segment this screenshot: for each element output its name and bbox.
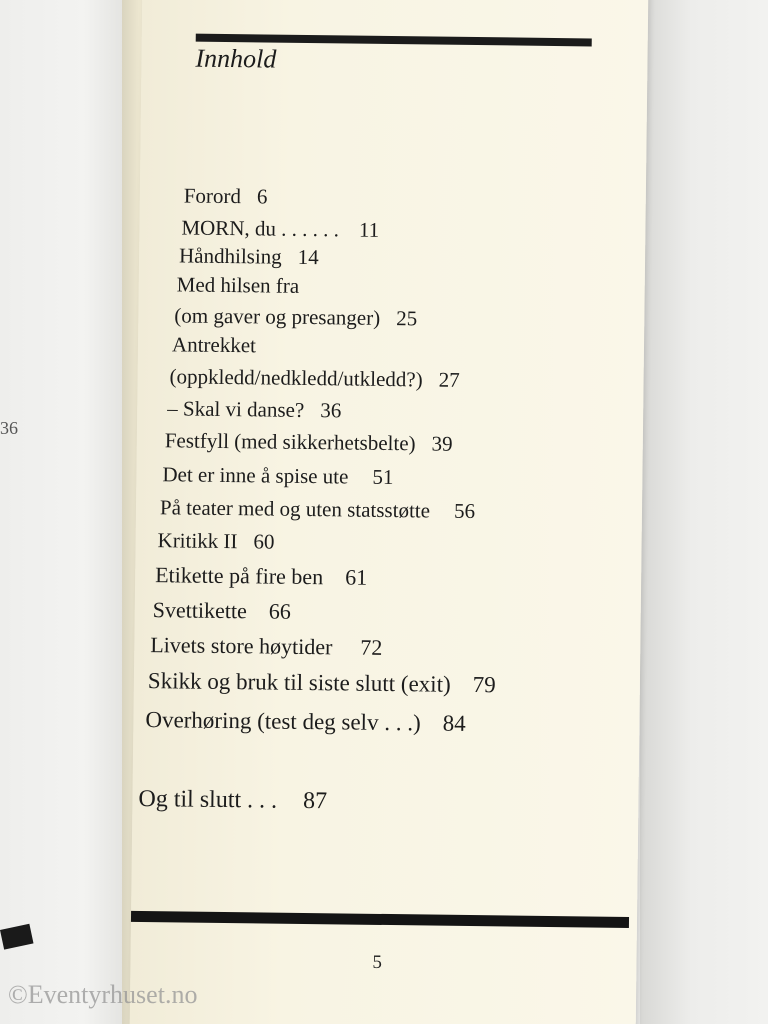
- toc-entry-title: Overhøring (test deg selv . . .): [145, 707, 421, 736]
- toc-entry-title: Antrekket: [171, 332, 257, 358]
- left-page-fragment: 36: [0, 418, 18, 438]
- toc-entry: [179, 243, 319, 270]
- toc-entry: [148, 668, 496, 698]
- toc-entry: [181, 215, 379, 242]
- toc-entry-page: 6: [256, 184, 268, 209]
- page-title: Innhold: [195, 43, 277, 74]
- toc-entry-title: MORN, du . . . . . .: [181, 215, 340, 242]
- left-page: [0, 0, 140, 1024]
- page-number: 5: [372, 951, 383, 973]
- toc-entry-page: 87: [302, 787, 328, 815]
- bottom-rule: [131, 911, 629, 928]
- toc-entry-title: Og til slutt . . .: [138, 785, 278, 814]
- toc-entry: [172, 332, 256, 358]
- toc-entry-title: Festfyll (med sikkerhetsbelte): [164, 428, 416, 456]
- toc-entry-page: 79: [472, 672, 496, 698]
- toc-entry-title: (oppkledd/nedkledd/utkledd?): [169, 364, 423, 392]
- toc-entry-page: 56: [453, 498, 476, 524]
- toc-entry-page: 72: [360, 634, 383, 660]
- toc-entry-title: Håndhilsing: [178, 243, 282, 269]
- toc-entry: [153, 597, 291, 625]
- toc-entry: [167, 396, 341, 423]
- toc-entry: [184, 183, 268, 209]
- toc-entry: [160, 495, 475, 524]
- toc-entry-title: Kritikk II: [157, 528, 238, 554]
- toc-entry: [165, 428, 453, 457]
- toc-entry-page: 84: [442, 710, 466, 736]
- toc-entry-page: 61: [345, 564, 368, 590]
- toc-entry-page: 14: [297, 244, 319, 270]
- table-surface: [640, 0, 768, 1024]
- toc-entry-title: (om gaver og presanger): [174, 303, 381, 330]
- toc-entry-page: 51: [372, 464, 394, 490]
- toc-entry-page: 36: [320, 398, 342, 423]
- toc-entry-page: 27: [438, 367, 460, 392]
- toc-entry-title: – Skal vi danse?: [167, 396, 305, 422]
- toc-entry-page: 11: [358, 217, 380, 242]
- toc-entry-page: 66: [268, 598, 292, 624]
- toc-entry-title: Livets store høytider: [150, 632, 333, 660]
- toc-entry-title: Svettikette: [152, 597, 248, 624]
- toc-entry-page: 25: [396, 306, 418, 331]
- toc-entry: [155, 562, 367, 591]
- toc-entry: [157, 528, 274, 554]
- toc-entry: [162, 462, 393, 490]
- toc-entry: [150, 632, 382, 661]
- toc-entry-title: Det er inne å spise ute: [162, 462, 349, 489]
- left-page-dark-mark: [0, 924, 34, 950]
- toc-entry: [138, 786, 327, 815]
- watermark: ©Eventyrhuset.no: [8, 980, 198, 1009]
- toc-entry-title: Etikette på fire ben: [155, 562, 324, 590]
- toc-entry: [145, 707, 466, 737]
- toc-entry-title: Forord: [183, 183, 242, 209]
- toc-entry-title: Skikk og bruk til siste slutt (exit): [147, 668, 451, 697]
- toc-entry-title: På teater med og uten statsstøtte: [159, 495, 431, 523]
- toc-entry: [174, 303, 417, 331]
- toc-entry: [177, 272, 300, 298]
- book-page: [130, 0, 649, 1024]
- toc-entry: [169, 364, 459, 393]
- toc-entry-page: 39: [431, 431, 453, 456]
- toc-entry-page: 60: [253, 529, 275, 554]
- toc-entry-title: Med hilsen fra: [176, 272, 300, 298]
